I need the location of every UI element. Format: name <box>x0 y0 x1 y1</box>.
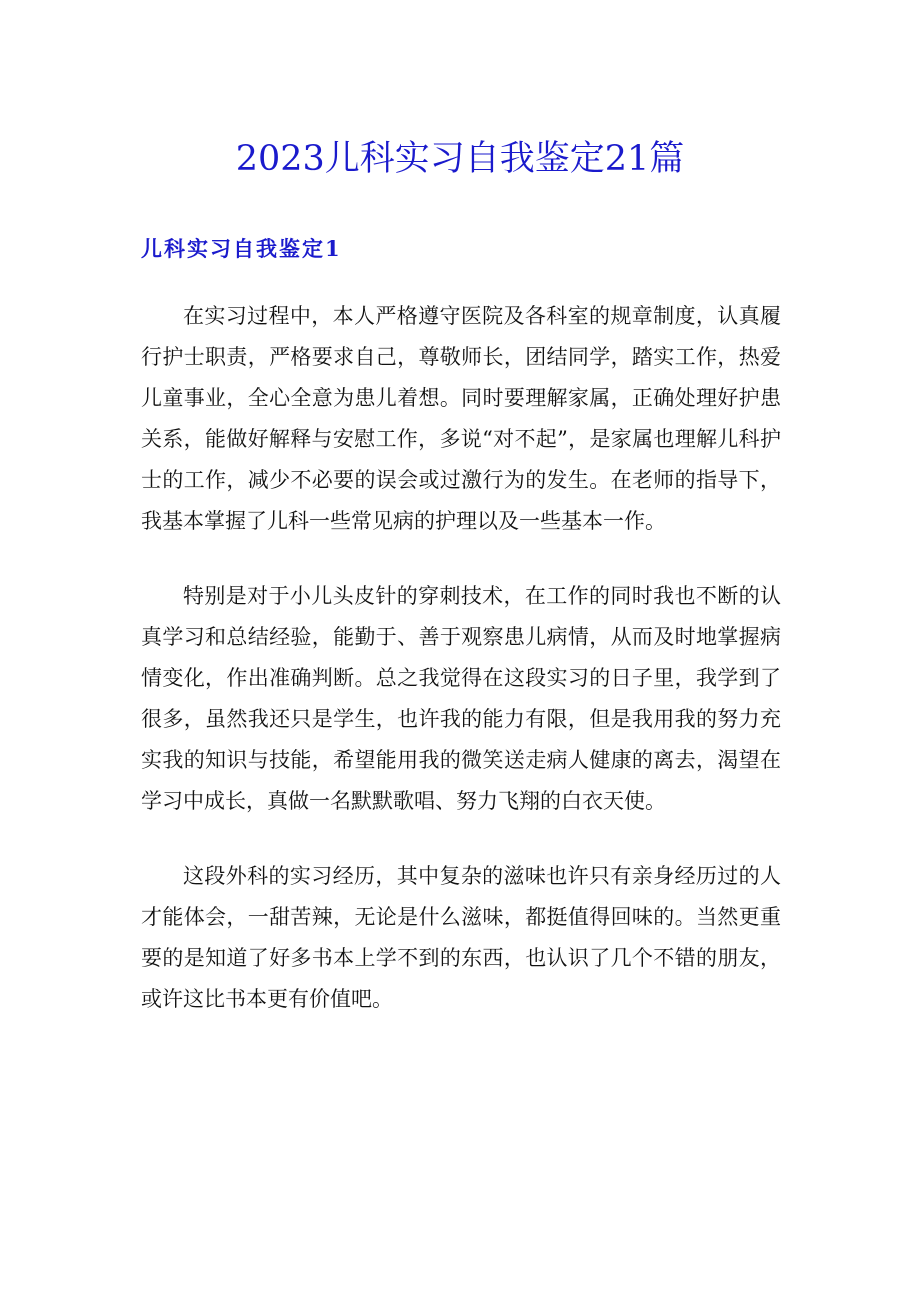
section-heading: 儿科实习自我鉴定1 <box>141 236 342 261</box>
paragraph-3: 这段外科的实习经历，其中复杂的滋味也许只有亲身经历过的人才能体会，一甜苦辣，无论是什么滋味，都挺值得回味的。当然更重要的是知道了好多书本上学不到的东西，也认识了几个不错的朋友，或许这比书本更有价值吧。 <box>141 864 781 1011</box>
paragraph-2: 特别是对于小儿头皮针的穿刺技术，在工作的同时我也不断的认真学习和总结经验，能勤于、善于观察患儿病情，从而及时地掌握病情变化，作出准确判断。总之我觉得在这段实习的日子里，我学到了很多，虽然我还只是学生，也许我的能力有限，但是我用我的努力充实我的知识与技能，希望能用我的微笑送走病人健康的离去，渴望在学习中成长，真做一名默默歌唱、努力飞翔的白衣天使。 <box>141 584 781 813</box>
paragraph-1: 在实习过程中，本人严格遵守医院及各科室的规章制度，认真履行护士职责，严格要求自己，尊敬师长，团结同学，踏实工作，热爱儿童事业，全心全意为患儿着想。同时要理解家属，正确处理好护患关系，能做好解释与安慰工作，多说“对不起”，是家属也理解儿科护士的工作，减少不必要的误会或过激行为的发生。在老师的指导下，我基本掌握了儿科一些常见病的护理以及一些基本一作。 <box>141 304 781 533</box>
document-title: 2023儿科实习自我鉴定21篇 <box>235 139 685 179</box>
section-body <box>141 296 781 1054</box>
